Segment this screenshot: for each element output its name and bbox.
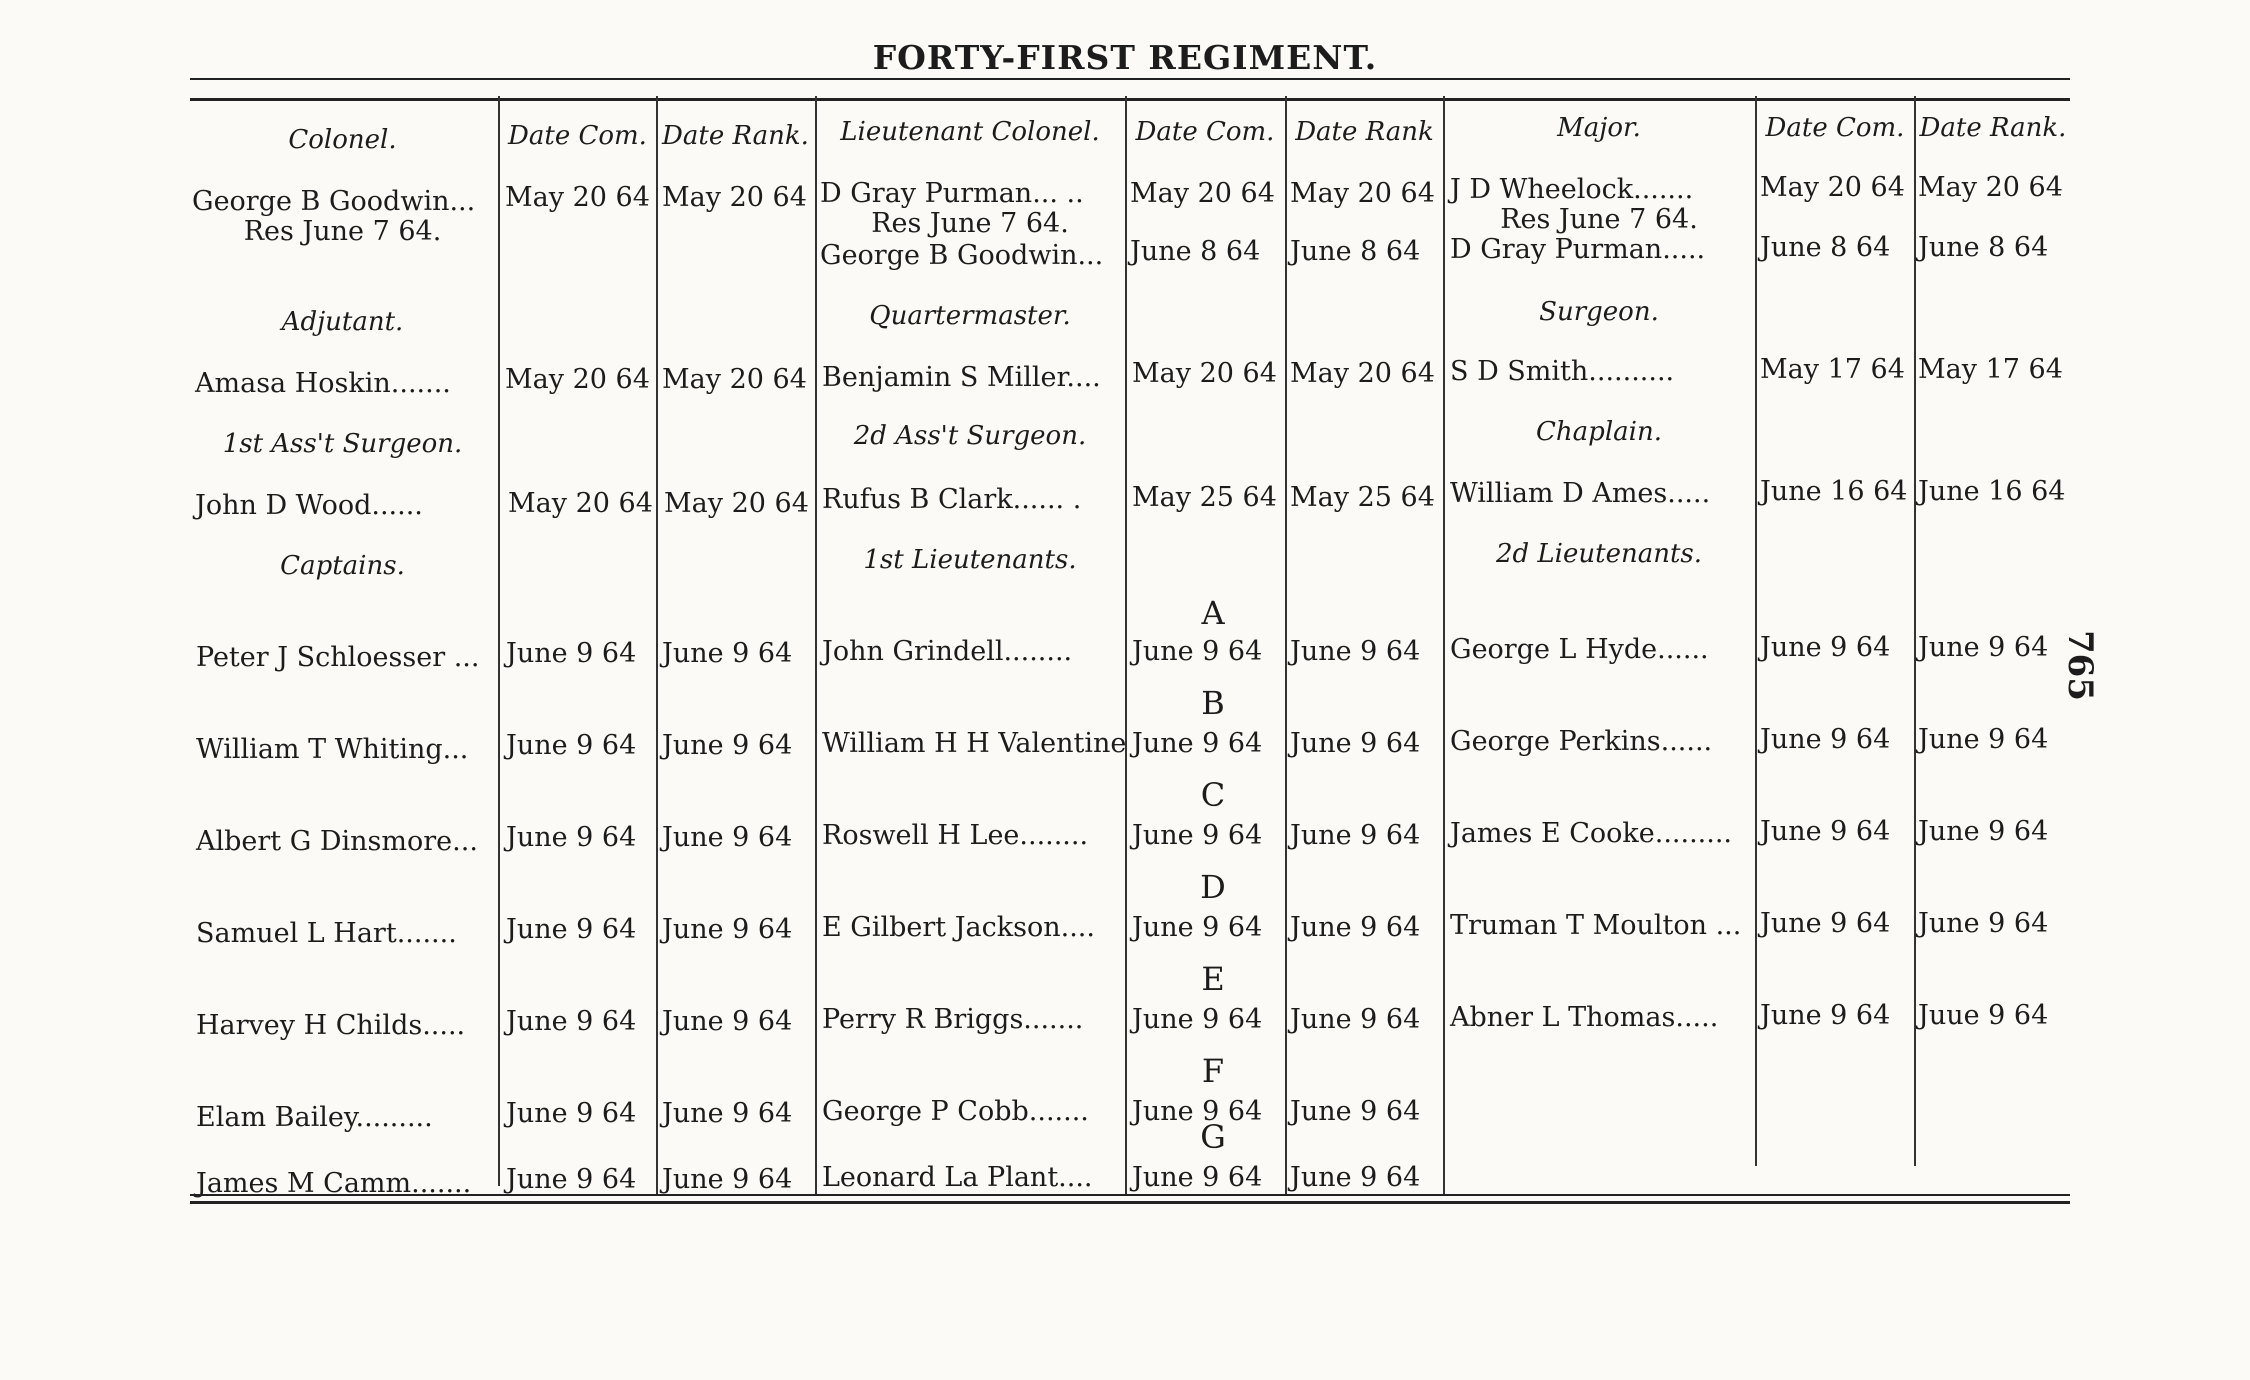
quartermaster-date-rank: May 20 64 bbox=[1290, 358, 1435, 389]
first-lt-date-rank: June 9 64 bbox=[1290, 636, 1421, 667]
header-date-com: Date Com. bbox=[1765, 113, 1905, 143]
lt-colonel-note: Res June 7 64. bbox=[871, 208, 1069, 239]
page-number: 765 bbox=[2060, 630, 2100, 701]
second-lt-name: James E Cooke......... bbox=[1450, 818, 1732, 849]
section-chaplain: Chaplain. bbox=[1536, 417, 1662, 447]
first-lt-date-com: June 9 64 bbox=[1132, 1004, 1263, 1035]
second-lt-date-rank: June 9 64 bbox=[1918, 908, 2049, 939]
section-first-lieutenants: 1st Lieutenants. bbox=[863, 545, 1077, 575]
column-divider bbox=[1914, 96, 1916, 1166]
second-lt-name: George L Hyde...... bbox=[1450, 634, 1709, 665]
first-lt-name: George P Cobb....... bbox=[822, 1096, 1089, 1127]
header-major: Major. bbox=[1557, 113, 1641, 143]
major-date-com: June 8 64 bbox=[1760, 232, 1891, 263]
captain-date-com: June 9 64 bbox=[506, 730, 637, 761]
first-lt-date-rank: June 9 64 bbox=[1290, 912, 1421, 943]
lt-colonel-date-rank: May 20 64 bbox=[1290, 178, 1435, 209]
quartermaster-name: Benjamin S Miller.... bbox=[822, 362, 1101, 393]
captain-date-com: June 9 64 bbox=[506, 914, 637, 945]
captain-date-rank: June 9 64 bbox=[662, 730, 793, 761]
top-rule-heavy bbox=[190, 98, 2070, 101]
section-second-asst-surgeon: 2d Ass't Surgeon. bbox=[853, 421, 1087, 451]
company-letter: C bbox=[1200, 776, 1226, 814]
first-lt-date-com: June 9 64 bbox=[1132, 820, 1263, 851]
section-surgeon: Surgeon. bbox=[1539, 297, 1659, 327]
second-lt-date-com: June 9 64 bbox=[1760, 632, 1891, 663]
adjutant-date-com: May 20 64 bbox=[505, 364, 650, 395]
second-lt-date-com: June 9 64 bbox=[1760, 724, 1891, 755]
captain-date-com: June 9 64 bbox=[506, 1006, 637, 1037]
first-lt-name: Perry R Briggs....... bbox=[822, 1004, 1084, 1035]
bottom-rule bbox=[190, 1194, 2070, 1196]
second-lt-date-rank: June 9 64 bbox=[1918, 724, 2049, 755]
lt-colonel-name: George B Goodwin... bbox=[820, 240, 1104, 271]
major-date-rank: May 20 64 bbox=[1918, 172, 2063, 203]
first-lt-date-rank: June 9 64 bbox=[1290, 1096, 1421, 1127]
colonel-date-com: May 20 64 bbox=[505, 182, 650, 213]
page-title: FORTY-FIRST REGIMENT. bbox=[872, 38, 1378, 77]
company-letter: D bbox=[1200, 868, 1226, 906]
section-second-lieutenants: 2d Lieutenants. bbox=[1495, 539, 1703, 569]
chaplain-date-rank: June 16 64 bbox=[1918, 476, 2066, 507]
header-date-rank: Date Rank. bbox=[1919, 113, 2067, 143]
captain-date-com: June 9 64 bbox=[506, 822, 637, 853]
captain-date-com: June 9 64 bbox=[506, 638, 637, 669]
chaplain-name: William D Ames..... bbox=[1450, 478, 1711, 509]
second-asst-surgeon-date-rank: May 25 64 bbox=[1290, 482, 1435, 513]
major-note: Res June 7 64. bbox=[1500, 204, 1698, 235]
header-date-rank: Date Rank. bbox=[662, 121, 809, 151]
second-lt-name: Abner L Thomas..... bbox=[1450, 1002, 1719, 1033]
first-lt-date-com: June 9 64 bbox=[1132, 728, 1263, 759]
section-first-asst-surgeon: 1st Ass't Surgeon. bbox=[222, 429, 463, 459]
captain-date-com: June 9 64 bbox=[506, 1098, 637, 1129]
chaplain-date-com: June 16 64 bbox=[1760, 476, 1908, 507]
column-divider bbox=[1125, 96, 1127, 1194]
header-lt-colonel: Lieutenant Colonel. bbox=[840, 117, 1100, 147]
captain-name: James M Camm....... bbox=[196, 1168, 472, 1199]
second-lt-name: George Perkins...... bbox=[1450, 726, 1713, 757]
captain-date-rank: June 9 64 bbox=[662, 1098, 793, 1129]
top-rule bbox=[190, 78, 2070, 80]
colonel-name: George B Goodwin... bbox=[192, 186, 476, 217]
first-lt-name: John Grindell........ bbox=[822, 636, 1073, 667]
captain-date-rank: June 9 64 bbox=[662, 1164, 793, 1195]
quartermaster-date-com: May 20 64 bbox=[1132, 358, 1277, 389]
first-asst-surgeon-date-com: May 20 64 bbox=[508, 488, 653, 519]
first-lt-date-rank: June 9 64 bbox=[1290, 1004, 1421, 1035]
first-lt-date-com: June 9 64 bbox=[1132, 912, 1263, 943]
major-date-rank: June 8 64 bbox=[1918, 232, 2049, 263]
second-lt-date-com: June 9 64 bbox=[1760, 908, 1891, 939]
header-date-com: Date Com. bbox=[508, 121, 647, 151]
adjutant-name: Amasa Hoskin....... bbox=[195, 368, 451, 399]
captain-name: Albert G Dinsmore... bbox=[196, 826, 478, 857]
first-asst-surgeon-name: John D Wood...... bbox=[195, 490, 423, 521]
lt-colonel-date-rank: June 8 64 bbox=[1290, 236, 1421, 267]
captain-name: Samuel L Hart....... bbox=[196, 918, 457, 949]
colonel-date-rank: May 20 64 bbox=[662, 182, 807, 213]
adjutant-date-rank: May 20 64 bbox=[662, 364, 807, 395]
captain-date-rank: June 9 64 bbox=[662, 1006, 793, 1037]
first-lt-name: William H H Valentine bbox=[822, 728, 1127, 759]
section-quartermaster: Quartermaster. bbox=[869, 301, 1071, 331]
second-asst-surgeon-date-com: May 25 64 bbox=[1132, 482, 1277, 513]
major-date-com: May 20 64 bbox=[1760, 172, 1905, 203]
captain-name: Harvey H Childs..... bbox=[196, 1010, 466, 1041]
first-lt-date-com: June 9 64 bbox=[1132, 1162, 1263, 1193]
column-divider bbox=[1285, 96, 1287, 1194]
first-lt-date-rank: June 9 64 bbox=[1290, 1162, 1421, 1193]
colonel-note: Res June 7 64. bbox=[243, 216, 442, 247]
major-name: J D Wheelock....... bbox=[1450, 174, 1694, 205]
header-colonel: Colonel. bbox=[288, 125, 397, 155]
captain-date-rank: June 9 64 bbox=[662, 914, 793, 945]
surgeon-name: S D Smith.......... bbox=[1450, 356, 1675, 387]
lt-colonel-date-com: May 20 64 bbox=[1130, 178, 1275, 209]
column-divider bbox=[1755, 96, 1757, 1166]
first-lt-date-com: June 9 64 bbox=[1132, 636, 1263, 667]
lt-colonel-name: D Gray Purman... .. bbox=[820, 178, 1084, 209]
second-lt-name: Truman T Moulton ... bbox=[1450, 910, 1742, 941]
first-lt-name: Leonard La Plant.... bbox=[822, 1162, 1093, 1193]
surgeon-date-com: May 17 64 bbox=[1760, 354, 1905, 385]
first-lt-date-rank: June 9 64 bbox=[1290, 820, 1421, 851]
bottom-rule-heavy bbox=[190, 1201, 2070, 1204]
first-lt-date-rank: June 9 64 bbox=[1290, 728, 1421, 759]
company-letter: G bbox=[1200, 1118, 1226, 1156]
second-asst-surgeon-name: Rufus B Clark...... . bbox=[822, 484, 1082, 515]
section-adjutant: Adjutant. bbox=[281, 307, 404, 337]
first-lt-name: Roswell H Lee........ bbox=[822, 820, 1089, 851]
section-captains: Captains. bbox=[280, 551, 405, 581]
column-divider bbox=[498, 96, 500, 1186]
column-divider bbox=[656, 96, 658, 1194]
captain-date-rank: June 9 64 bbox=[662, 822, 793, 853]
header-date-com: Date Com. bbox=[1135, 117, 1275, 147]
lt-colonel-date-com: June 8 64 bbox=[1130, 236, 1261, 267]
second-lt-date-rank: June 9 64 bbox=[1918, 632, 2049, 663]
first-lt-date-com: June 9 64 bbox=[1132, 1096, 1263, 1127]
second-lt-date-rank: Juue 9 64 bbox=[1918, 1000, 2049, 1031]
captain-name: William T Whiting... bbox=[196, 734, 469, 765]
first-lt-name: E Gilbert Jackson.... bbox=[822, 912, 1095, 943]
company-letter: E bbox=[1201, 960, 1225, 998]
captain-date-com: June 9 64 bbox=[506, 1164, 637, 1195]
column-divider bbox=[1443, 96, 1445, 1194]
first-asst-surgeon-date-rank: May 20 64 bbox=[664, 488, 809, 519]
captain-name: Peter J Schloesser ... bbox=[196, 642, 480, 673]
second-lt-date-rank: June 9 64 bbox=[1918, 816, 2049, 847]
company-letter: B bbox=[1201, 684, 1225, 722]
captain-date-rank: June 9 64 bbox=[662, 638, 793, 669]
surgeon-date-rank: May 17 64 bbox=[1918, 354, 2063, 385]
header-date-rank: Date Rank bbox=[1295, 117, 1434, 147]
second-lt-date-com: June 9 64 bbox=[1760, 1000, 1891, 1031]
captain-name: Elam Bailey......... bbox=[196, 1102, 433, 1133]
second-lt-date-com: June 9 64 bbox=[1760, 816, 1891, 847]
column-divider bbox=[815, 96, 817, 1194]
company-letter: A bbox=[1201, 594, 1225, 632]
major-name: D Gray Purman..... bbox=[1450, 234, 1706, 265]
company-letter: F bbox=[1201, 1052, 1225, 1090]
